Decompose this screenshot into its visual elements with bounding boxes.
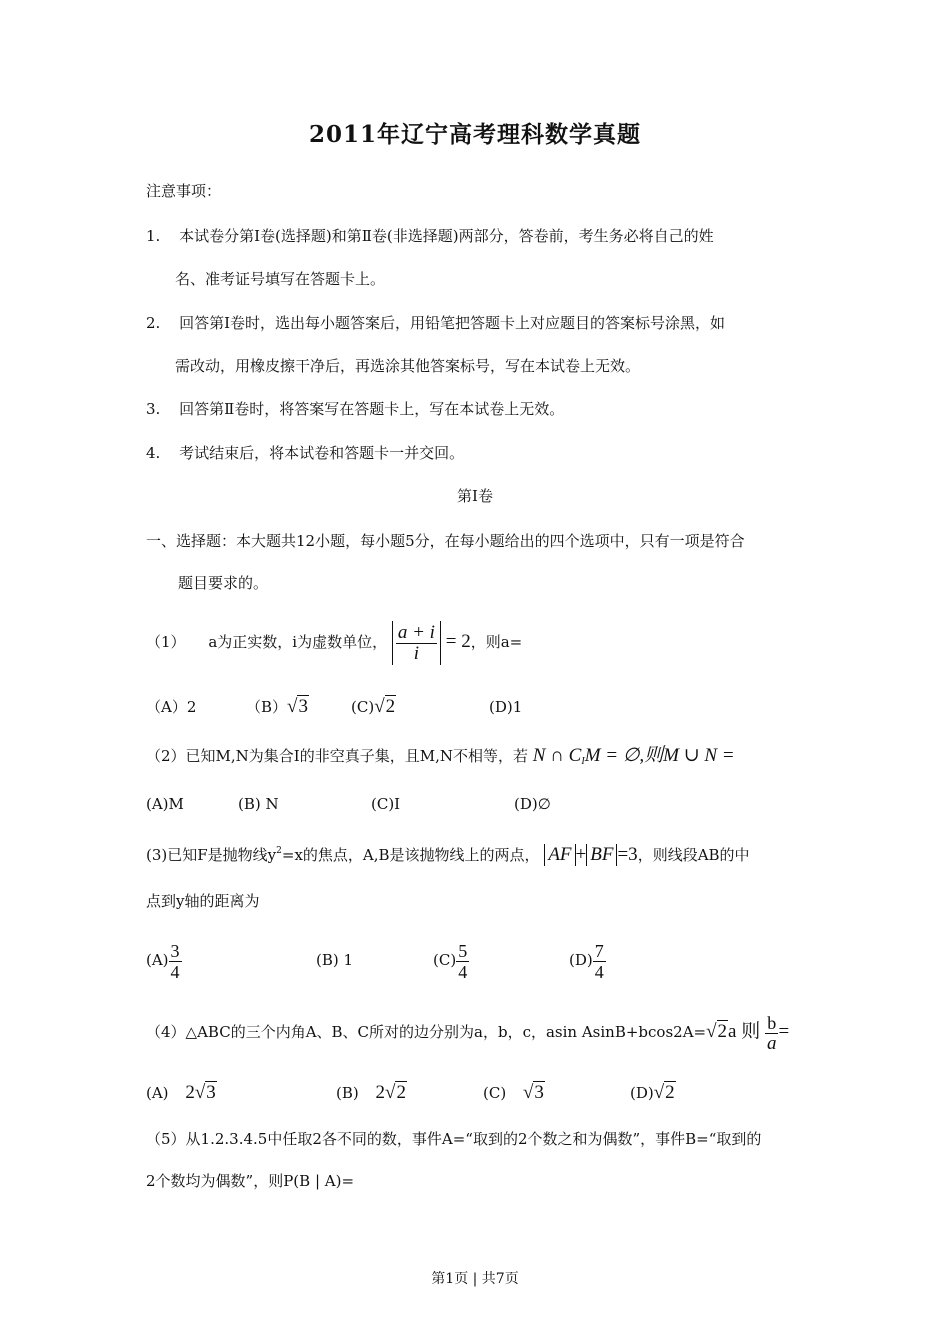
option-a: （A）2 [146,698,197,716]
options-q2 [146,793,551,815]
notice-item-text: 考试结束后，将本试卷和答题卡一并交回。 [179,444,465,462]
notice-item-1 [146,225,714,247]
option-d: (D)√2 [630,1082,675,1103]
question-5: （5）从1.2.3.4.5中任取2各不同的数，事件A=“取到的2个数之和为偶数”，事件B=“取到的 [146,1130,762,1148]
part1-instructions-cont: 题目要求的。 [178,574,269,592]
options-q1 [146,696,523,718]
numerator: a + i [397,621,435,643]
option-d: (D)∅ [514,795,551,813]
option-a: (A) $\frac{3}{4}$ [146,940,180,982]
notice-item-3 [146,398,564,420]
notice-item-number: 2. [146,314,161,332]
notice-item-2 [146,312,725,334]
option-c: (C)√2 [351,696,396,717]
sqrt-symbol: √2 [374,696,396,717]
option-b: （B）√3 [246,696,308,717]
sqrt-symbol: √3 [287,696,308,717]
notice-item-text: 本试卷分第Ⅰ卷(选择题)和第Ⅱ卷(非选择题)两部分，答卷前，考生务必将自己的姓 [179,227,714,245]
notice-item-number: 3. [146,400,161,418]
fraction: $\frac{3}{4}$ [170,940,180,982]
equals-sign: = [778,1021,790,1042]
option-c: (C) √3 [483,1082,544,1103]
option-d: (D) $\frac{7}{4}$ [569,940,604,982]
notice-heading: 注意事项： [146,182,222,200]
question-text: (3)已知F是抛物线y [146,846,277,864]
sqrt-symbol: √2 [706,1021,728,1042]
notice-item-number: 4. [146,444,161,462]
notice-item-2-cont: 需改动，用橡皮擦干净后，再选涂其他答案标号，写在本试卷上无效。 [175,357,641,375]
question-text-cont: a 则 [728,1021,761,1042]
question-2 [146,745,735,773]
question-tail: ，则a= [470,633,523,651]
notice-item-number: 1. [146,227,161,245]
denominator: i [413,642,420,664]
part1-instructions: 一、选择题：本大题共12小题，每小题5分，在每小题给出的四个选项中，只有一项是符合 [146,532,745,550]
question-text: a为正实数，i为虚数单位， [208,633,388,651]
options-q3 [146,936,604,984]
fraction: $\frac{7}{4}$ [594,940,604,982]
option-c: (C) $\frac{5}{4}$ [433,940,468,982]
question-text: （2）已知M,N为集合I的非空真子集，且M,N不相等，若 [146,747,528,765]
question-label: （1） [146,633,186,651]
question-1 [146,618,522,666]
option-c: (C)I [371,795,401,813]
page-title: 2011年辽宁高考理科数学真题 [308,121,641,148]
question-tail: ，则线段AB的中 [637,846,750,864]
question-text-cont: =x的焦点，A,B是该抛物线上的两点， [281,846,540,864]
option-b: (B) 2√2 [336,1082,406,1103]
option-b: (B) 1 [316,951,354,969]
equation-rhs: = 2 [445,631,471,652]
fraction: $\frac{5}{4}$ [458,940,468,982]
fraction [396,623,437,664]
section-heading: 第Ⅰ卷 [457,487,493,505]
page-footer: 第1页 | 共7页 [431,1271,519,1287]
question-text: （4）△ABC的三个内角A、B、C所对的边分别为a，b，c，asin AsinB+bcos2A= [146,1023,707,1041]
fraction: $\frac{b}{a}$ [767,1012,777,1054]
notice-item-text: 回答第Ⅰ卷时，选出每小题答案后，用铅笔把答题卡上对应题目的答案标号涂黑，如 [179,314,726,332]
abs-bf: BF [586,844,617,866]
option-d: (D)1 [489,698,523,716]
question-5-cont: 2个数均为偶数”，则P(B | A)= [146,1172,355,1190]
option-a: (A) 2√3 [146,1082,216,1103]
absolute-value [392,621,441,665]
abs-af: AF [544,844,575,866]
set-formula: N ∩ $C_IM$ = ∅,则M ∪ N = [532,745,735,767]
options-q4 [146,1082,675,1104]
plus-sign: + [575,844,587,865]
equation-rhs: =3 [617,844,638,865]
superscript: 2 [276,846,282,856]
question-3-cont: 点到y轴的距离为 [146,892,260,910]
question-4 [146,1008,789,1056]
option-a: (A)M [146,795,184,813]
question-3 [146,840,750,866]
option-b: (B) N [238,795,279,813]
notice-item-text: 回答第Ⅱ卷时，将答案写在答题卡上，写在本试卷上无效。 [179,400,565,418]
notice-item-1-cont: 名、准考证号填写在答题卡上。 [175,270,386,288]
notice-item-4 [146,442,464,464]
